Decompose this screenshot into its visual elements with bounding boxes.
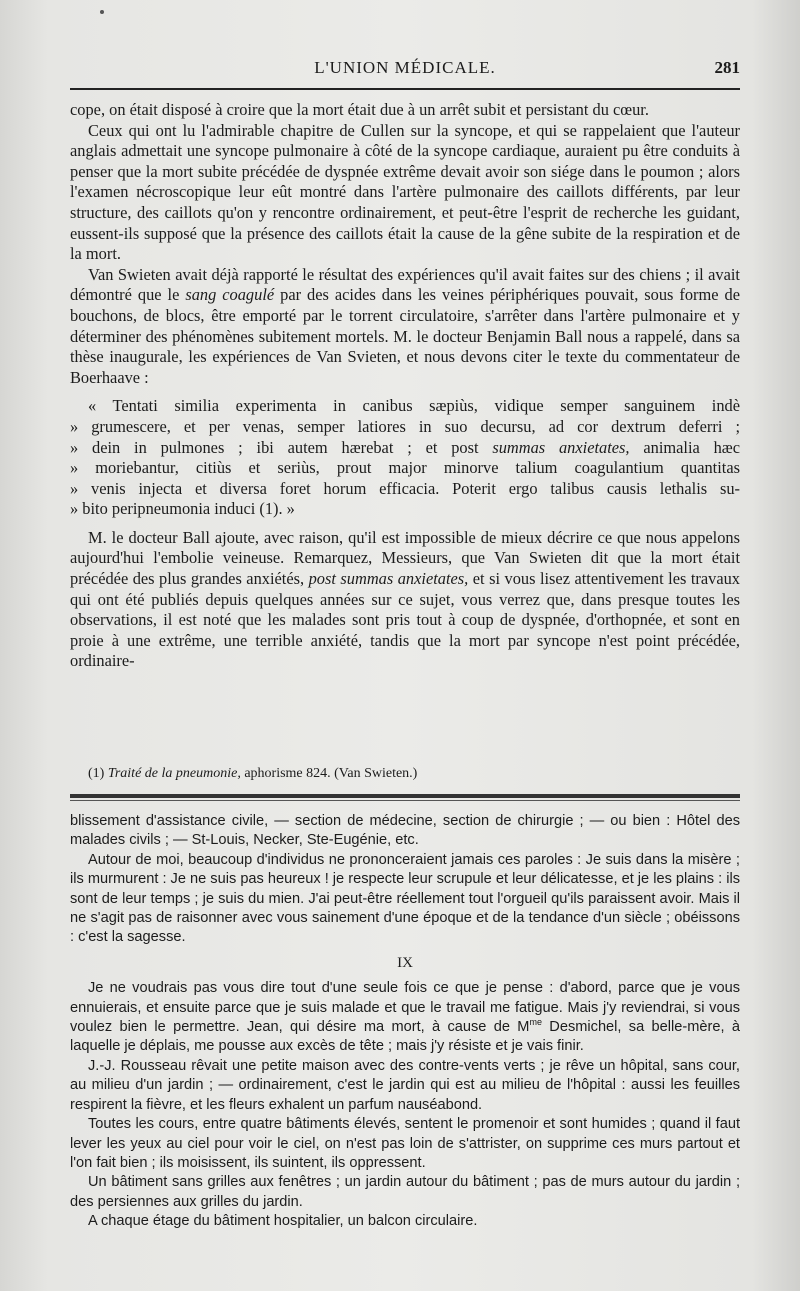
- quote-line: « Tentati similia experimenta in canibus sæpiùs, vidique semper sanguinem indè: [88, 396, 740, 416]
- footnote-text: aphorisme 824. (Van Swieten.): [240, 766, 418, 781]
- quote-line: » venis injecta et diversa foret horum efficacia. Poterit ergo talibus causis lethalis su-: [70, 478, 740, 498]
- paragraph: cope, on était disposé à croire que la mort était due à un arrêt subit et persistant du cœur.: [70, 100, 649, 119]
- section-number: IX: [397, 954, 413, 971]
- page-header: [70, 52, 740, 82]
- paragraph: Autour de moi, beaucoup d'individus ne prononceraient jamais ces paroles : Je suis dans la misère ; ils murmurent : Je ne suis pas heureux ! je respecte leur scrupule et leur délicatesse, et je les plains : ils sont de leur temps ; je suis du mien. J'ai peut-être réellement tout l'orgueil qu'ils paraissent avoir. Mais il ne s'agit pas de raisonner avec vous sainement d'une époque et de la tendance d'un siècle ; obéissons : c'est la sagesse.: [70, 851, 741, 946]
- text-run: animalia hæc: [629, 437, 740, 457]
- quote-line: » bito peripneumonia induci (1). »: [70, 499, 295, 519]
- feuilleton-separator-thin: [70, 800, 740, 801]
- italic-run: post summas anxietates,: [308, 569, 469, 589]
- page-number: 281: [714, 58, 740, 77]
- running-title: L'UNION MÉDICALE.: [314, 58, 496, 77]
- quote-line: [70, 438, 740, 459]
- quote-line: » grumescere, et per venas, semper latiores in suo decursu, ad cor dextrum deferri ;: [70, 416, 740, 436]
- text-run: M. le docteur Ball ajoute, avec raison, qu'il est impossible de mieux décrire ce que nous appelons aujourd'hui l'embolie veineuse. Remarquez, Messieurs, que Van Swieten dit que la mort était précédée des plus grandes anxiétés,: [70, 527, 740, 589]
- ink-speck: [100, 10, 104, 14]
- paragraph: Ceux qui ont lu l'admirable chapitre de Cullen sur la syncope, et qui se rappelaient que l'auteur anglais admettait une syncope pulmonaire à côté de la syncope cardiaque, auraient pu être conduits à penser que la mort subite précédée de dyspnée extrême devait avoir son siége dans le poumon ; alors l'examen nécroscopique leur eût montré dans l'artère pulmonaire des caillots différents, par leur structure, des caillots qu'on y rencontre ordinairement, et peut-être l'esprit de recherche les guidant, eussent-ils supposé que la présence des caillots était la cause de la gêne subite de la respiration et de la mort.: [70, 120, 740, 264]
- paragraph: blissement d'assistance civile, — section de médecine, section de chirurgie ; — ou bien : Hôtel des malades civils ; — St-Louis, Necker, Ste-Eugénie, etc.: [70, 813, 740, 849]
- quote-line: » moriebantur, citiùs et seriùs, prout major minorve talium coagulantium quantitas: [70, 458, 740, 478]
- footnote-title: Traité de la pneumonie,: [107, 766, 241, 781]
- footnote: [88, 766, 417, 782]
- text-run: par des acides dans les veines périphériques pouvait, sous forme de bouchons, de blocs, être emporté par le torrent circulatoire, s'arrêter dans l'artère pulmonaire et y déterminer des phénomènes subitement mortels. M. le docteur Benjamin Ball nous a rappelé, dans sa thèse inaugurale, les expériences de Van Svieten, et nous devons citer le texte du commentateur de Boerhaave :: [70, 285, 740, 387]
- paragraph: A chaque étage du bâtiment hospitalier, un balcon circulaire.: [88, 1213, 478, 1230]
- header-rule: [70, 88, 740, 90]
- superscript: me: [529, 1017, 542, 1028]
- feuilleton-body: [70, 812, 740, 1232]
- text-run: Je ne voudrais pas vous dire tout d'une seule fois ce que je pense : d'abord, parce que je vous ennuierais, et ensuite parce que je suis malade et que le travail me fatigue. Mais j'y reviendrai, si vous voulez bien le permettre. Jean, qui désire ma mort, à cause de M: [70, 980, 740, 1036]
- italic-run: summas anxietates,: [492, 437, 630, 457]
- italic-run: sang coagulé: [185, 285, 275, 305]
- paragraph: [70, 528, 740, 672]
- paragraph: [70, 979, 740, 1057]
- paragraph: Un bâtiment sans grilles aux fenêtres ; un jardin autour du bâtiment ; pas de murs autour du jardin ; des persiennes aux grilles du jardin.: [70, 1174, 740, 1210]
- latin-quotation: [70, 396, 740, 520]
- feuilleton-separator: [70, 794, 740, 798]
- footnote-number: (1): [88, 766, 105, 781]
- text-run: » dein in pulmones ; ibi autem hærebat ; et post: [70, 437, 493, 457]
- text-run: Van Swieten avait déjà rapporté le résultat des expériences qu'il avait faites sur des chiens ; il avait démontré que le: [70, 264, 740, 305]
- article-body: [70, 100, 740, 672]
- text-run: et si vous lisez attentivement les travaux qui ont été publiés depuis quelques années sur ce sujet, vous verrez que, dans presque toutes les observations, il est noté que les malades sont pris tout à coup de dyspnée, d'orthopnée, et sont en proie à une extrême, une terrible anxiété, tandis que la mort par syncope n'est point précédée, ordinaire-: [70, 569, 741, 671]
- paragraph: J.-J. Rousseau rêvait une petite maison avec des contre-vents verts ; je rêve un hôpital, sans cour, au milieu d'un jardin ; — ordinairement, c'est le jardin qui est au milieu de l'hôpital : aussi les feuilles respirent la fièvre, et les fleurs exhalent un parfum nauséabond.: [70, 1057, 740, 1113]
- paragraph: [70, 265, 740, 389]
- text-run: Desmichel, sa belle-mère, à laquelle je déplais, me pousse aux excès de tête ; mais j'y résiste et je vais finir.: [70, 1019, 740, 1055]
- paragraph: Toutes les cours, entre quatre bâtiments élevés, sentent le promenoir et sont humides ; quand il faut lever les yeux au ciel pour voir le ciel, on n'est pas loin de s'attrister, on supprime ces murs partout et l'on fait bien ; ils moisissent, ils suintent, ils oppressent.: [70, 1116, 740, 1171]
